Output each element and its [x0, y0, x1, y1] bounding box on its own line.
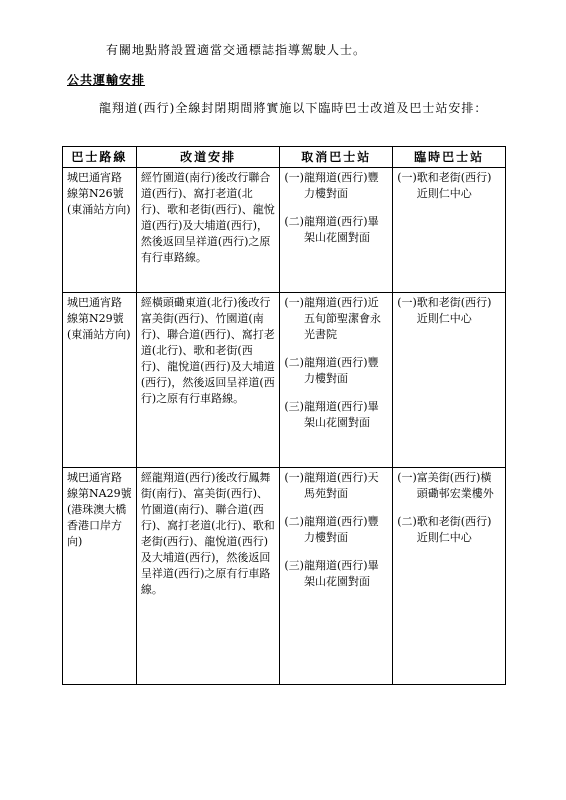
stop-name: 龍翔道(西行)豐力樓對面 — [303, 356, 379, 385]
cancelled-stops-cell — [280, 168, 393, 293]
table-row — [63, 168, 506, 293]
item-number: (二) — [397, 515, 417, 528]
header-diversion: 改道安排 — [136, 147, 280, 168]
table-row — [63, 293, 506, 468]
item-number: (一) — [284, 171, 304, 184]
cancelled-stop-item — [284, 470, 388, 502]
stop-name: 龍翔道(西行)畢架山花園對面 — [303, 559, 379, 588]
cancelled-stop-item — [284, 295, 388, 343]
diversion-cell — [136, 168, 280, 293]
temporary-stop-item — [397, 470, 501, 502]
stop-name: 龍翔道(西行)畢架山花園對面 — [303, 400, 379, 429]
temporary-stops-cell — [393, 168, 506, 293]
route-name: 城巴通宵路線第N26號(東涌站方向) — [67, 171, 131, 216]
temporary-stop-item — [397, 295, 501, 327]
item-number: (一) — [397, 296, 417, 309]
header-bus-route: 巴士路線 — [63, 147, 137, 168]
route-name: 城巴通宵路線第NA29號(港珠澳大橋香港口岸方向) — [67, 471, 132, 548]
item-number: (一) — [284, 296, 304, 309]
cancelled-stops-cell — [280, 468, 393, 685]
diversion-cell — [136, 293, 280, 468]
diversion-cell — [136, 468, 280, 685]
stop-name: 龍翔道(西行)天馬苑對面 — [303, 471, 379, 500]
cancelled-stop-item — [284, 170, 388, 202]
stop-name: 歌和老街(西行)近則仁中心 — [416, 171, 492, 200]
stop-name: 龍翔道(西行)畢架山花園對面 — [303, 215, 379, 244]
item-number: (二) — [284, 215, 304, 228]
stop-name: 龍翔道(西行)近五旬節聖潔會永光書院 — [303, 296, 381, 341]
intro-text: 有關地點將設置適當交通標誌指導駕駛人士。 — [106, 43, 367, 57]
header-temporary-stops: 臨時巴士站 — [393, 147, 506, 168]
item-number: (三) — [284, 400, 304, 413]
arrangement-paragraph: 龍翔道(西行)全線封閉期間將實施以下臨時巴士改道及巴士站安排： — [99, 101, 488, 115]
temporary-stop-item — [397, 514, 501, 546]
item-number: (三) — [284, 559, 304, 572]
diversion-text: 經竹園道(南行)後改行聯合道(西行)、窩打老道(北行)、歌和老街(西行)、龍悅道(西行)及大埔道(西行)，然後返回呈祥道(西行)之原有行車路線。 — [140, 171, 275, 264]
item-number: (二) — [284, 515, 304, 528]
cancelled-stops-cell — [280, 293, 393, 468]
table-header-row — [63, 147, 506, 168]
cancelled-stop-item — [284, 355, 388, 387]
item-number: (一) — [397, 471, 417, 484]
stop-name: 龍翔道(西行)豐力樓對面 — [303, 171, 379, 200]
route-cell — [63, 293, 137, 468]
stop-name: 歌和老街(西行)近則仁中心 — [416, 296, 492, 325]
table-row — [63, 468, 506, 685]
item-number: (一) — [397, 171, 417, 184]
route-cell — [63, 168, 137, 293]
cancelled-stop-item — [284, 399, 388, 431]
bus-diversion-table — [62, 146, 506, 685]
stop-name: 富美街(西行)橫頭磡邨宏業樓外 — [416, 471, 494, 500]
stop-name: 歌和老街(西行)近則仁中心 — [416, 515, 492, 544]
stop-name: 龍翔道(西行)豐力樓對面 — [303, 515, 379, 544]
cancelled-stop-item — [284, 514, 388, 546]
cancelled-stop-item — [284, 558, 388, 590]
diversion-text: 經龍翔道(西行)後改行鳳舞街(南行)、富美街(西行)、竹園道(南行)、聯合道(西行)、窩打老道(北行)、歌和老街(西行)、龍悅道(西行)及大埔道(西行)，然後返回呈祥道(西行)之原有行車路線。 — [140, 471, 275, 596]
section-title: 公共運輸安排 — [67, 73, 146, 87]
diversion-text: 經橫頭磡東道(北行)後改行富美街(西行)、竹園道(南行)、聯合道(西行)、窩打老道(北行)、歌和老街(西行)、龍悅道(西行)及大埔道(西行)，然後返回呈祥道(西行)之原有行車路線。 — [140, 296, 275, 405]
item-number: (二) — [284, 356, 304, 369]
item-number: (一) — [284, 471, 304, 484]
route-cell — [63, 468, 137, 685]
temporary-stops-cell — [393, 468, 506, 685]
cancelled-stop-item — [284, 214, 388, 246]
temporary-stop-item — [397, 170, 501, 202]
temporary-stops-cell — [393, 293, 506, 468]
route-name: 城巴通宵路線第N29號(東涌站方向) — [67, 296, 131, 341]
header-cancelled-stops: 取消巴士站 — [280, 147, 393, 168]
